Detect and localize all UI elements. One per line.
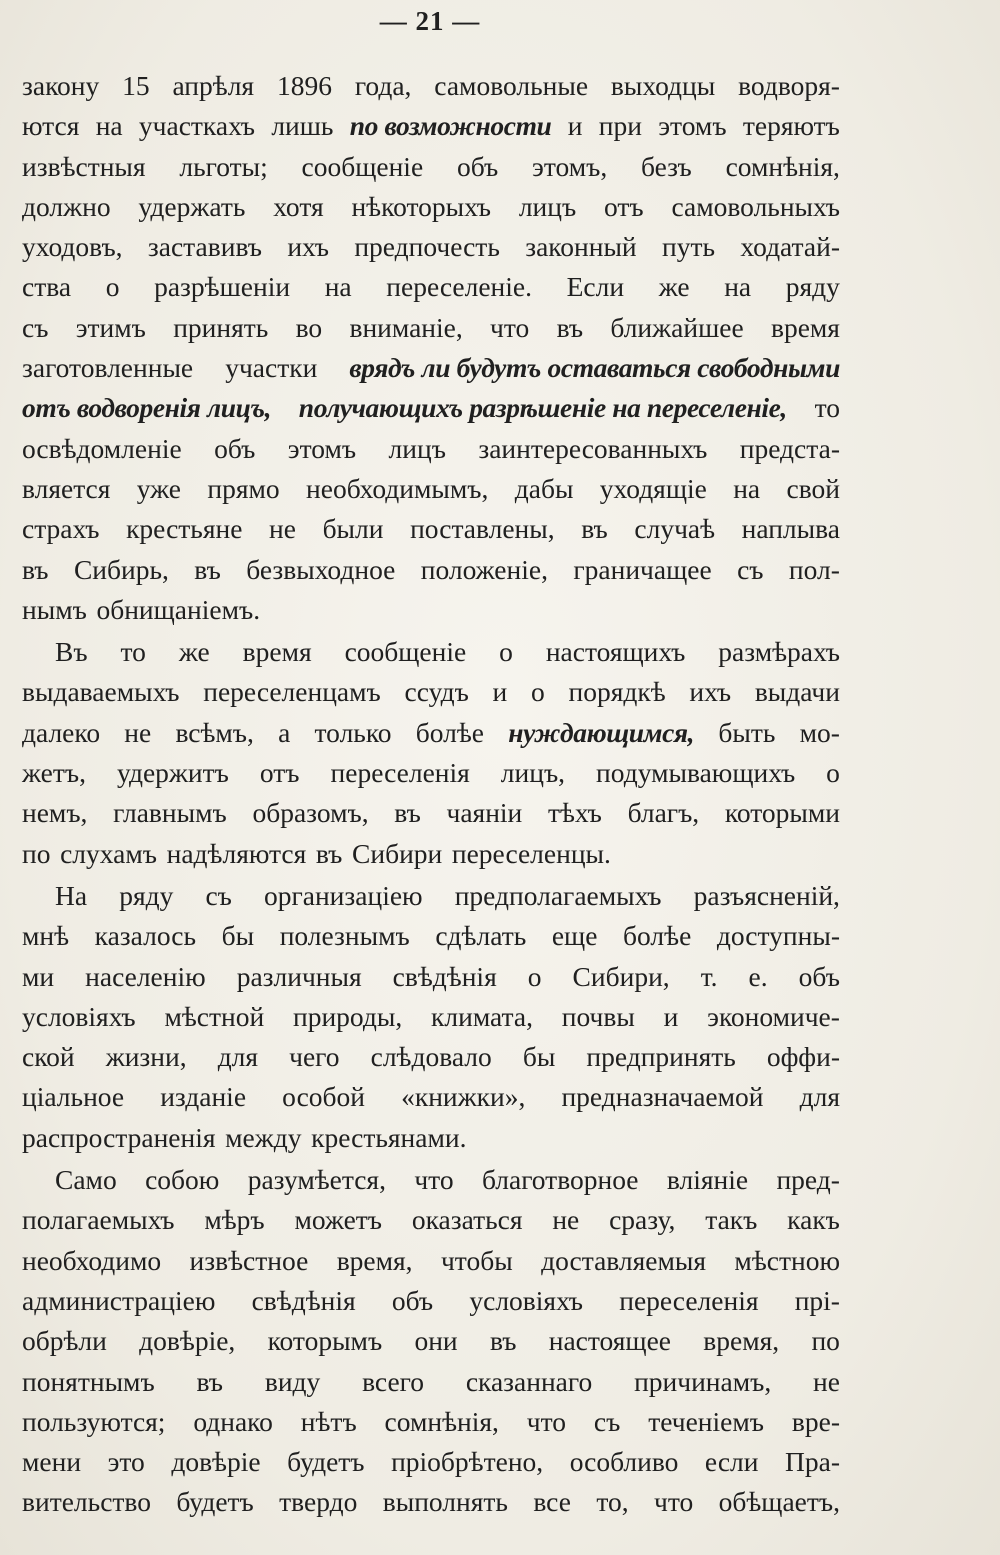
word: это [107,1446,145,1478]
word: сомнѣнія, [725,150,840,182]
word: вляется [22,472,111,504]
word: наплыва [741,513,840,545]
word: будетъ [176,1486,254,1518]
word: съ [737,553,764,585]
word: свѣдѣнія [392,960,497,992]
word: условіяхъ [22,1000,136,1032]
word: были [322,513,384,545]
word: слухамъ [60,837,157,869]
word: которыми [724,797,840,829]
text-line [22,267,840,307]
word: подумывающихъ [596,757,796,789]
text-line [22,1077,840,1117]
word: извѣстное [189,1244,309,1276]
word: они [414,1325,458,1357]
word: полагаемыхъ [22,1204,175,1236]
word: хотя [273,190,324,222]
word: бы [522,1041,556,1073]
word: заинтересованныхъ [478,432,708,464]
word: о [105,271,120,303]
word: то [814,392,840,424]
word: вниманіе, [349,311,463,343]
word: этомъ, [532,150,608,182]
word: въ [489,1325,517,1357]
word: условіяхъ [469,1284,584,1316]
word: съ [593,1405,621,1437]
text-line [22,348,840,388]
word: въ [315,837,343,869]
word: благъ, [627,797,700,829]
word: объ [214,432,256,464]
emphasized-phrase: по возможности [349,110,552,142]
word: въ [394,797,421,829]
word: время, [336,1244,413,1276]
emphasized-phrase: отъ водворенія лицъ, [22,392,272,424]
word: пользуются; [22,1405,166,1437]
text-line [22,916,840,956]
word: удержитъ [116,757,229,789]
word: законный [525,231,637,263]
word: 1896 [276,70,332,101]
word: какъ [787,1204,840,1236]
word: т. [700,960,718,992]
word: будетъ [287,1446,365,1478]
word: доступны- [716,920,840,952]
word: администраціею [22,1284,216,1316]
word: что [414,1164,454,1196]
word: то, [596,1486,629,1518]
text-line [22,187,840,227]
word: сдѣлать [435,920,527,952]
word: мо- [799,716,840,748]
word: участкахъ [138,110,256,142]
word: довѣріе, [139,1325,236,1357]
text-line [22,1037,840,1077]
text-line [22,713,840,753]
text-line [22,1118,840,1158]
text-line [22,429,840,469]
word: е. [748,960,768,992]
word: Въ [55,636,88,668]
word: время [242,636,312,668]
word: пред- [776,1164,840,1196]
word: изданіе [160,1081,247,1113]
word: полезнымъ [279,920,410,952]
word: мѣстною [734,1244,840,1276]
word: выполнять [382,1486,508,1518]
word: можетъ [294,1204,383,1236]
word: сообщеніе [301,150,424,182]
text-line [22,1362,840,1402]
word: однако [193,1405,273,1437]
word: которымъ [267,1325,383,1357]
word: въ [581,513,608,545]
text-line [22,308,840,348]
text-line [22,1160,840,1200]
text-line [22,1402,840,1442]
word: выходцы [610,70,716,101]
word: экономиче- [707,1000,840,1032]
word: природы, [292,1000,403,1032]
word: надѣляются [166,837,307,869]
word: мѣръ [204,1204,265,1236]
text-line [22,997,840,1037]
word: удержать [138,190,246,222]
word: для [799,1081,840,1113]
word: отъ [259,757,300,789]
word: особой [282,1081,365,1113]
word: же [658,271,690,303]
word: объ [456,150,499,182]
word: уходовъ, [22,231,123,263]
word: ходатай- [740,231,840,263]
word: чтобы [440,1244,513,1276]
word: ихъ [689,676,732,708]
word: доставляемыя [541,1244,707,1276]
word: крестьяне [126,513,243,545]
word: сообщеніе [344,636,467,668]
word: разрѣшеніи [154,271,291,303]
word: почвы [561,1000,635,1032]
word: вліяніе [666,1164,749,1196]
word: собою [145,1164,220,1196]
word: безъ [640,150,692,182]
word: водворя- [738,70,840,101]
word: при [598,110,642,142]
word: время, [703,1325,780,1357]
word: ціальное [22,1081,125,1113]
text-line [22,1482,840,1522]
text-line [22,106,840,146]
word: и [567,110,583,142]
word: ряду [785,271,840,303]
text-line [22,66,840,106]
text-line [22,1281,840,1321]
word: закону [22,70,100,101]
text-line [22,590,840,630]
word: на [733,472,761,504]
word: Сибирь, [73,553,169,585]
word: путь [662,231,716,263]
body-text [22,66,840,1523]
word: благотворное [481,1164,639,1196]
word: не [269,513,296,545]
word: этомъ [287,432,357,464]
word: особливо [569,1446,679,1478]
word: граничащее [573,553,712,585]
word: различныя [236,960,362,992]
word: если [704,1446,759,1478]
word: необходимымъ, [306,472,489,504]
word: что [653,1486,694,1518]
word: теченіемъ [648,1405,764,1437]
word: нымъ [22,593,87,625]
word: организаціею [263,879,423,911]
text-line [22,1241,840,1281]
word: вре- [791,1405,840,1437]
word: заставивъ [147,231,262,263]
word: апрѣля [172,70,255,101]
word: а [278,716,291,748]
word: причинамъ, [634,1365,772,1397]
word: время [770,311,840,343]
word: о [531,676,545,708]
word: Пра- [785,1446,840,1478]
word: прямо [207,472,280,504]
word: заготовленные [22,352,194,384]
word: немъ, [22,797,88,829]
word: настоящее [548,1325,671,1357]
word: ряду [119,879,174,911]
text-line [22,876,840,916]
word: переселенцы. [451,837,611,869]
word: свѣдѣнія [251,1284,356,1316]
word: переселенія [619,1284,759,1316]
word: въ [556,311,584,343]
word: въ [194,553,221,585]
word: Само [55,1164,117,1196]
word: безвыходное [246,553,396,585]
text-line [22,753,840,793]
word: ближайшее [610,311,744,343]
word: вительство [22,1486,151,1518]
word: на [95,110,123,142]
word: Если [566,271,625,303]
word: во [295,311,323,343]
word: и [492,676,508,708]
word: въ [22,553,49,585]
word: жетъ, [22,757,86,789]
word: пол- [788,553,840,585]
word: отъ [604,190,644,222]
word: о [826,757,840,789]
word: сказаннаго [465,1365,593,1397]
word: 15 [122,70,150,101]
word: о [499,636,513,668]
word: тѣхъ [547,797,602,829]
word: оффи- [766,1041,840,1073]
word: слѣдовало [370,1041,492,1073]
word: поставлены, [410,513,555,545]
word: только [314,716,392,748]
word: казалось [94,920,197,952]
word: съ [22,311,49,343]
word: самовольные [434,70,589,101]
word: переселенцамъ [203,676,381,708]
word: разумѣется, [247,1164,386,1196]
word: мени [22,1446,82,1478]
word: необходимо [22,1244,162,1276]
word: населенію [85,960,206,992]
word: по [22,837,51,869]
word: дабы [514,472,574,504]
text-line [22,147,840,187]
word: и [663,1000,679,1032]
word: же [178,636,210,668]
word: участки [225,352,318,384]
word: на [324,271,352,303]
word: мѣстной [164,1000,265,1032]
word: оказаться [411,1204,523,1236]
word: на [724,271,752,303]
word: уже [136,472,182,504]
text-line [22,834,840,874]
word: сомнѣнія, [384,1405,499,1437]
word: нѣтъ [300,1405,357,1437]
word: страхъ [22,513,100,545]
word: виду [264,1365,321,1397]
word: этимъ [75,311,146,343]
word: объ [798,960,840,992]
text-line [22,469,840,509]
word: лицъ, [500,757,566,789]
word: всѣмъ, [175,716,254,748]
word: самовольныхъ [671,190,840,222]
word: настоящихъ [545,636,686,668]
word: твердо [279,1486,358,1518]
word: Сибири [352,837,443,869]
word: быть [718,716,776,748]
word: выдаваемыхъ [22,676,180,708]
word: уходящіе [599,472,707,504]
word: крестьянами. [311,1121,467,1153]
word: прі- [794,1284,840,1316]
word: не [552,1204,580,1236]
word: Сибири, [572,960,670,992]
word: разъясненій, [693,879,840,911]
word: все [533,1486,571,1518]
emphasized-phrase: получающихъ разрѣшеніе на переселеніе, [298,392,787,424]
text-line [22,672,840,712]
word: ихъ [287,231,329,263]
word: еще [551,920,598,952]
word: болѣе [623,920,692,952]
word: «книжки», [401,1081,526,1113]
word: размѣрахъ [718,636,840,668]
word: между [225,1121,302,1153]
word: далеко [22,716,101,748]
word: ми [22,960,55,992]
word: свой [786,472,840,504]
word: обѣщаетъ, [718,1486,840,1518]
word: въ [196,1365,224,1397]
word: довѣріе [171,1446,261,1478]
word: не [813,1365,840,1397]
word: что [490,311,530,343]
word: порядкѣ [568,676,666,708]
text-line [22,1442,840,1482]
word: нѣкоторыхъ [351,190,492,222]
word: этомъ [658,110,727,142]
word: На [55,879,88,911]
word: болѣе [415,716,485,748]
word: предполагаемыхъ [454,879,662,911]
word: ются [22,110,80,142]
word: о [527,960,542,992]
word: освѣдомленіе [22,432,182,464]
word: что [526,1405,567,1437]
word: положеніе, [420,553,548,585]
word: года, [354,70,412,101]
word: распространенія [22,1121,216,1153]
text-line [22,1200,840,1240]
text-line [22,227,840,267]
word: то [120,636,146,668]
text-line [22,793,840,833]
word: извѣстныя [22,150,146,182]
word: теряютъ [742,110,840,142]
word: чаяніи [446,797,523,829]
word: переселенія [330,757,470,789]
word: главнымъ [113,797,227,829]
word: мнѣ [22,920,70,952]
word: лицъ [388,432,446,464]
word: обрѣли [22,1325,107,1357]
page-number: — 21 — [379,6,481,36]
text-line [22,957,840,997]
word: ссудъ [404,676,469,708]
word: предста- [739,432,840,464]
text-line [22,550,840,590]
word: пріобрѣтено, [391,1446,544,1478]
word: обнищаніемъ. [96,593,261,625]
word: сразу, [609,1204,676,1236]
word: чего [289,1041,340,1073]
word: лишь [271,110,334,142]
word: лицъ [518,190,577,222]
word: всего [362,1365,425,1397]
word: выдачи [754,676,840,708]
word: для [217,1041,259,1073]
word: предпринять [586,1041,736,1073]
word: такъ [705,1204,758,1236]
word: переселеніе. [386,271,532,303]
text-line [22,632,840,672]
word: по [811,1325,840,1357]
word: ской [22,1041,75,1073]
emphasized-phrase: нуждающимся, [508,716,695,748]
word: льготы; [179,150,268,182]
word: бы [221,920,255,952]
word: съ [205,879,232,911]
word: принять [173,311,269,343]
word: предпочесть [354,231,500,263]
emphasized-phrase: врядъ ли будутъ оставаться свободными [349,352,840,384]
word: понятнымъ [22,1365,155,1397]
word: объ [391,1284,434,1316]
word: должно [22,190,111,222]
text-line [22,388,840,428]
text-line [22,1321,840,1361]
word: случаѣ [634,513,716,545]
word: жизни, [105,1041,187,1073]
text-line [22,509,840,549]
word: образомъ, [252,797,369,829]
word: ства [22,271,72,303]
word: предназначаемой [561,1081,764,1113]
word: не [124,716,152,748]
word: климата, [431,1000,533,1032]
